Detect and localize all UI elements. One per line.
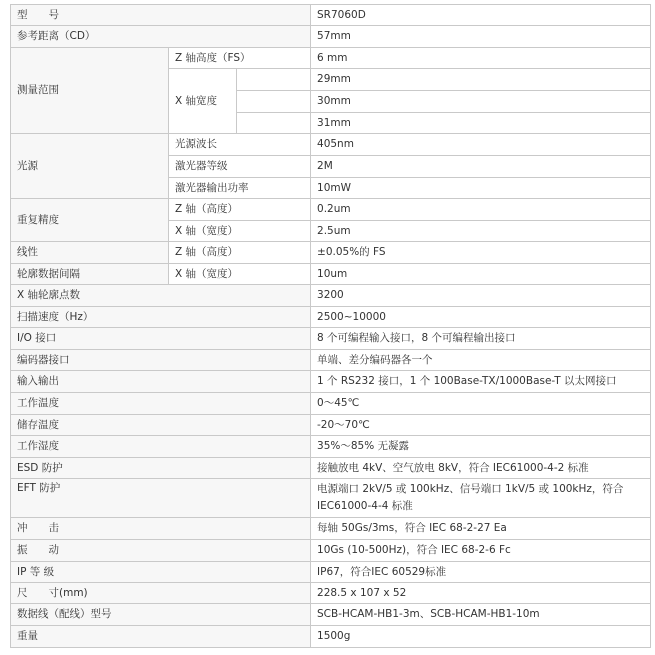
- row-value: 电源端口 2kV/5 或 100kHz、信号端口 1kV/5 或 100kHz，符合 IEC61000-4-4 标准: [311, 479, 651, 518]
- sub-label: X 轴（宽度）: [169, 221, 311, 242]
- table-row: [11, 415, 651, 436]
- empty-cell: [237, 69, 311, 91]
- row-value: 10um: [311, 264, 651, 285]
- row-value: 2M: [311, 156, 651, 178]
- table-row: [11, 285, 651, 307]
- row-label: 扫描速度（Hz）: [11, 307, 311, 328]
- table-row: [11, 583, 651, 604]
- table-row: [11, 371, 651, 393]
- table-row: [11, 562, 651, 583]
- row-value: 31mm: [311, 113, 651, 134]
- sub-label: 激光器等级: [169, 156, 311, 178]
- table-row: [11, 436, 651, 458]
- spec-table: [10, 4, 651, 648]
- empty-cell: [237, 91, 311, 113]
- table-row: [11, 328, 651, 350]
- row-value: 1 个 RS232 接口，1 个 100Base-TX/1000Base-T 以太网接口: [311, 371, 651, 393]
- row-label: 光源: [11, 134, 169, 199]
- table-row: [11, 350, 651, 371]
- row-value: 10Gs (10-500Hz)，符合 IEC 68-2-6 Fc: [311, 540, 651, 562]
- row-label: I/O 接口: [11, 328, 311, 350]
- row-label: 数据线（配线）型号: [11, 604, 311, 626]
- table-row: [11, 26, 651, 48]
- row-value: ±0.05%的 FS: [311, 242, 651, 264]
- sub-label: X 轴（宽度）: [169, 264, 311, 285]
- sub-label: Z 轴高度（FS）: [169, 48, 311, 69]
- row-value: 6 mm: [311, 48, 651, 69]
- row-value: SCB-HCAM-HB1-3m、SCB-HCAM-HB1-10m: [311, 604, 651, 626]
- row-value: 每轴 50Gs/3ms，符合 IEC 68-2-27 Ea: [311, 518, 651, 540]
- table-row: [11, 307, 651, 328]
- table-row: [11, 264, 651, 285]
- row-value: 30mm: [311, 91, 651, 113]
- table-row: [11, 479, 651, 518]
- row-value: 10mW: [311, 178, 651, 199]
- empty-cell: [237, 113, 311, 134]
- sub-label: Z 轴（高度）: [169, 199, 311, 221]
- row-value: 接触放电 4kV、空气放电 8kV，符合 IEC61000-4-2 标准: [311, 458, 651, 479]
- row-label: ESD 防护: [11, 458, 311, 479]
- row-value: 3200: [311, 285, 651, 307]
- row-value: 1500g: [311, 626, 651, 648]
- row-value: 405nm: [311, 134, 651, 156]
- row-value: 8 个可编程输入接口，8 个可编程输出接口: [311, 328, 651, 350]
- row-value: 35%～85% 无凝露: [311, 436, 651, 458]
- row-label: 参考距离（CD）: [11, 26, 311, 48]
- row-label: 型 号: [11, 5, 311, 26]
- row-label: 输入输出: [11, 371, 311, 393]
- row-label: 线性: [11, 242, 169, 264]
- row-label: X 轴轮廓点数: [11, 285, 311, 307]
- sub-label: 光源波长: [169, 134, 311, 156]
- row-label: 重复精度: [11, 199, 169, 242]
- table-row: [11, 393, 651, 415]
- row-value: 29mm: [311, 69, 651, 91]
- row-label: 尺 寸(mm): [11, 583, 311, 604]
- table-row: [11, 540, 651, 562]
- row-label: 测量范围: [11, 48, 169, 134]
- row-value: SR7060D: [311, 5, 651, 26]
- table-row: [11, 626, 651, 648]
- row-label: 储存温度: [11, 415, 311, 436]
- row-value: 单端、差分编码器各一个: [311, 350, 651, 371]
- table-row: [11, 242, 651, 264]
- row-label: 编码器接口: [11, 350, 311, 371]
- row-label: 轮廓数据间隔: [11, 264, 169, 285]
- row-label: 重量: [11, 626, 311, 648]
- row-value: 57mm: [311, 26, 651, 48]
- sub-label: X 轴宽度: [169, 69, 237, 134]
- sub-label: 激光器输出功率: [169, 178, 311, 199]
- row-label: IP 等 级: [11, 562, 311, 583]
- table-row: [11, 5, 651, 26]
- row-value: 0.2um: [311, 199, 651, 221]
- row-label: 工作温度: [11, 393, 311, 415]
- row-label: 振 动: [11, 540, 311, 562]
- table-row: [11, 458, 651, 479]
- row-label: 冲 击: [11, 518, 311, 540]
- table-row: [11, 199, 651, 221]
- row-label: EFT 防护: [11, 479, 311, 518]
- table-row: [11, 518, 651, 540]
- table-row: [11, 134, 651, 156]
- row-value: 2500~10000: [311, 307, 651, 328]
- table-row: [11, 604, 651, 626]
- row-value: IP67，符合IEC 60529标准: [311, 562, 651, 583]
- row-value: 0～45℃: [311, 393, 651, 415]
- row-value: 228.5 x 107 x 52: [311, 583, 651, 604]
- sub-label: Z 轴（高度）: [169, 242, 311, 264]
- row-value: -20～70℃: [311, 415, 651, 436]
- table-row: [11, 48, 651, 69]
- row-label: 工作湿度: [11, 436, 311, 458]
- row-value: 2.5um: [311, 221, 651, 242]
